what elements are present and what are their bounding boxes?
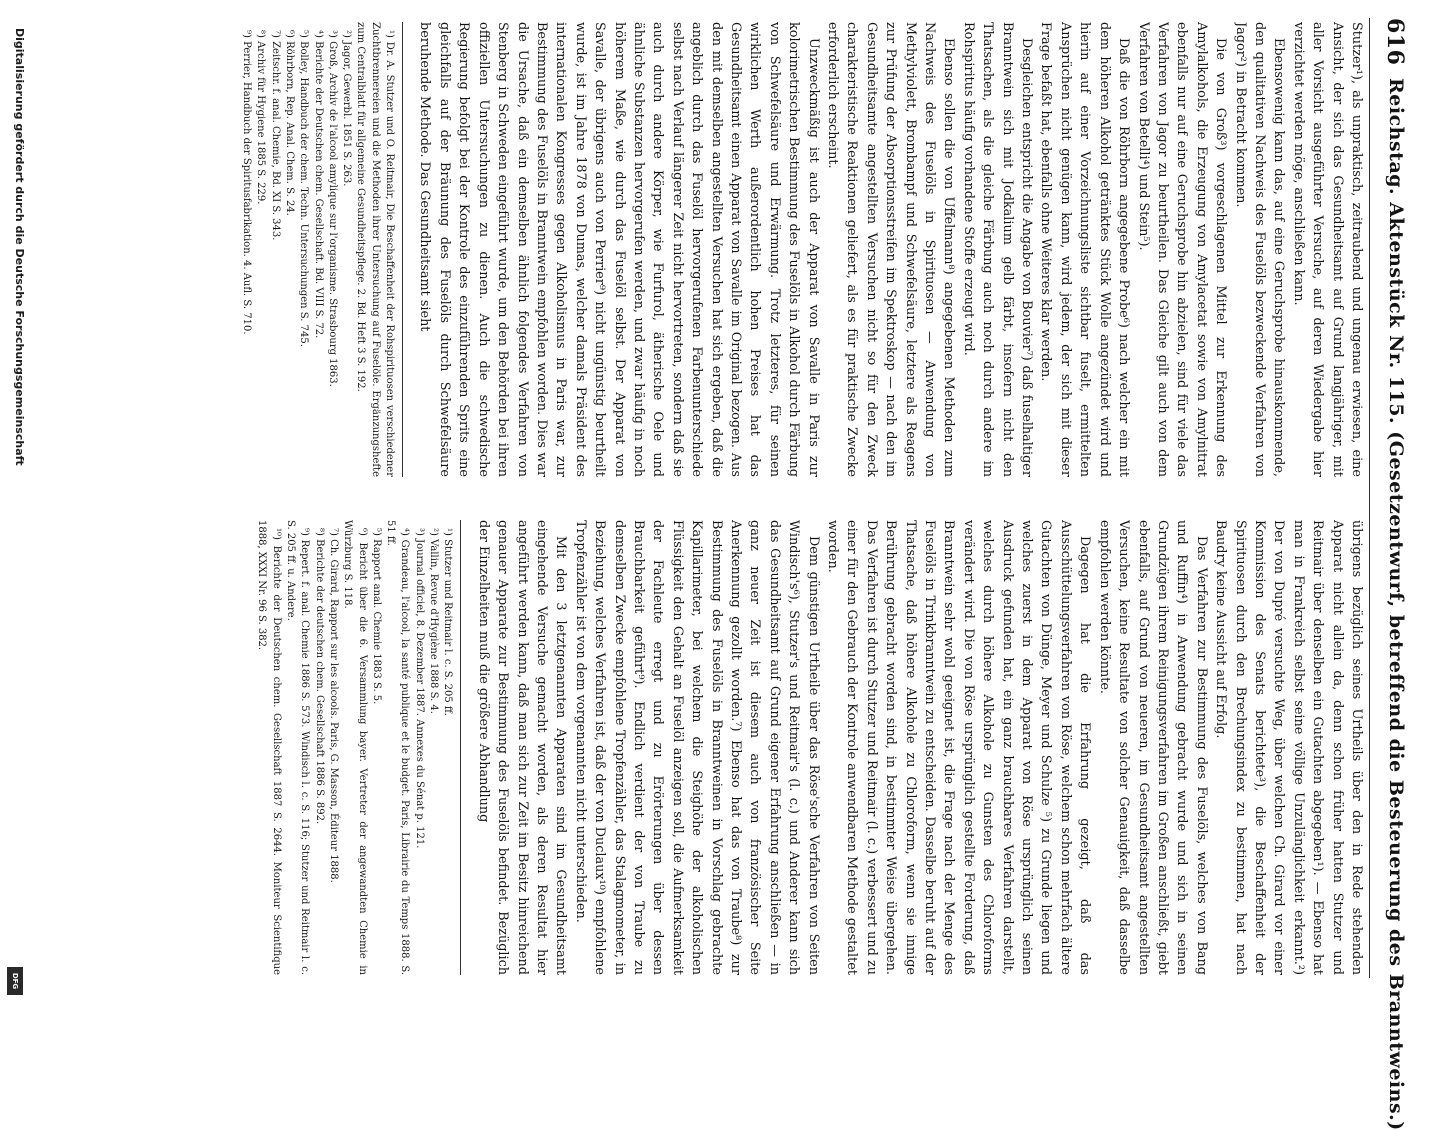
footnote-rule (460, 520, 461, 975)
footnote: ⁸) Berichte der deutschen chem. Gesellschaft 1886 S. 892. (313, 528, 325, 825)
footnote: ⁶) Röhrborn, Rep. Anal. Chem. S. 24. (284, 30, 296, 216)
paragraph: Daß die von Röhrborn angegebene Probe⁶) nach welcher ein mit dem höheren Alkohol getränktes Stück Wolle angezündet wird und hierin auf einer Vorzeichnungsliste sichtbar fuselt, ermittelten Ansprüchen nicht genügen kann, wird jedem, der sich mit dieser Frage befaßt hat, ebenfalls ohne Weiteres klar werden. (1038, 22, 1132, 477)
footnote-rule (402, 22, 403, 477)
digitization-credit: Digitalisierung gefördert durch die Deutsche Forschungsgemeinschaft (13, 28, 26, 466)
paragraph: Stutzer¹), als unpraktisch, zeitraubend und ungenau erwiesen, eine Ansicht, der sich das Gesundheitsamt auf Grund langjähriger, mit aller Vorsicht ausgeführter Versuche, auf deren Wiedergabe hier verzichtet werden möge, anschließen kann. (1290, 22, 1364, 477)
paragraph: Das Verfahren zur Bestimmung des Fuselöls, welches von Bang und Ruffin⁴) in Anwendung gebracht wurde und sich in seinen Grundzügen ihrem Reinigungsverfahren im Großen anschließt, giebt ebenfalls, auf Grund von neueren, im Gesundheitsamt angestellten Versuchen, keine Resultate von solcher Genauigkeit, daß dasselbe empfohlen werden könnte. (1096, 520, 1209, 975)
digitization-sidebar (6, 4, 24, 998)
footnote: ²) Jagor, Gewerbl. 1851 S. 263. (341, 30, 353, 187)
page-header (1374, 18, 1416, 1131)
page-header-title: Reichstag. Aktenstück Nr. 115. (Gesetzentwurf, betreffend die Besteuerung des Branntweins.) (1385, 78, 1407, 1131)
footnote: ⁴) Grandeau, l'alcool, la santé publique et le budget. Paris, Librairie du Temps 1888. S. 51 ff. (385, 520, 411, 975)
paragraph: übrigens bezüglich seines Urtheils über den in Rede stehenden Apparat nicht allein da, denn schon früher hatten Stutzer und Reitmair über denselben ein Gutachten abgegeben¹). — Ebenso hat man in Frankreich selbst seine völlige Unzulänglichkeit erkannt.²) Der von Dupré versuchte Weg, über welchen Ch. Girard vor einer Kommission des Senats berichtete³), die Beschaffenheit der Spirituosen durch den Brechungsindex zu bestimmen, hat nach Baudry keine Aussicht auf Erfolg. (1213, 520, 1364, 975)
paragraph: Ebenso sollen die von Uffelmann⁸) angegebenen Methoden zum Nachweis des Fuselöls in Spirituosen — Anwendung von Methylviolett, Brombampf und Schwefelsäure, letztere als Reagens zur Prüfung der Absorptionsstreifen im Spektroskop — nach den im Gesundheitsamte angestellten Versuchen nicht so für den Zweck charakteristische Reaktionen geliefert, als es für praktische Zwecke erforderlich erscheint. (825, 22, 957, 477)
footnote: ⁴) Berichte der Deutschen chem. Gesellschaft. Bd. VIII S. 72. (312, 30, 324, 339)
page-number: 616 (1382, 18, 1408, 66)
right-column (206, 520, 1366, 975)
paragraph: Die von Groß³) vorgeschlagenen Mittel zur Erkennung des Amylalkohols, die Erzeugung von Amylacetat sowie von Amylnitrat ebenfalls nur auf eine Geruchsprobe hin abzielen, sind für viele das Verfahren von Jagor zu beurtheilen. Das Gleiche gilt auch von dem Verfahren von Betelli⁴) und Stein⁵). (1135, 22, 1229, 477)
footnote: ¹) Dr. A. Stutzer und O. Reitmair, Die Beschaffenheit der Rohspirituosen verschiedener Zuchtbrennereien und die Methoden ihrer Untersuchung auf Fuselöle. Ergänzungshefte zum Centralblatt für allgemeine Gesundheitspflege. 2. Bd. Heft 3 S. 192. (355, 22, 396, 477)
paragraph: Ebensowenig kann das, auf eine Geruchsprobe hinauskommende, den qualitativen Nachweis des Fuselöls bezweckende Verfahren von Jagor²) in Betracht kommen. (1232, 22, 1287, 477)
paragraph: Dagegen hat die Erfahrung gezeigt, daß das Ausschüttelungsverfahren von Röse, welchem schon mehrfach ältere Gutachten von Dünge, Meyer und Schulze ⁵) zu Grunde liegen und welches zuerst in dem Apparat von Röse ursprünglich seinen Ausdruck gefunden hat, ein ganz brauchbares Verfahren darstellt, welches durch höhere Alkohole zu Gunsten des Chloroforms verändert wird. Die von Röse ursprünglich gestellte Forderung, daß Branntwein sehr wohl geeignet ist, die Frage nach der Menge des Fuselöls in Trinkbranntwein zu entscheiden. Dasselbe beruht auf der Thatsache, daß höhere Alkohole zu Chloroform, wenn sie innige Berührung gebracht worden sind, in bestimmter Weise übergehen. Das Verfahren ist durch Stutzer und Reitmair (l. c.) verbessert und zu einer für den Gebrauch der Kontrole anwendbaren Methode gestaltet worden. (825, 520, 1093, 975)
left-column (206, 22, 1366, 477)
paragraph: Desgleichen entspricht die Angabe von Bouvier⁷) daß fuselhaltiger Branntwein sich mit Jodkalium gelb färbt, insofern nicht den Thatsachen, als die gleiche Färbung auch noch durch andere im Rohspiritus häufig vorhandene Stoffe erzeugt wird. (960, 22, 1035, 477)
footnote: ³) Journal officiel, 8. Dezember 1887. Annexes du Sénat p. 121. (413, 528, 425, 849)
footnote: ⁷) Ch. Girard, Rapport sur les alcools. Paris, G. Masson, Éditeur 1888. (327, 528, 339, 883)
footnote: ⁵) Rapport anal. Chemie 1883 S. 5. (370, 528, 382, 705)
scanned-page (112, 0, 1432, 1131)
footnote: ⁶) Bericht über die 6. Versammlung bayer. Vertreter der angewandten Chemie in Würzburg S. 118. (342, 520, 368, 975)
footnote: ¹) Stutzer und Reitmair l. c. S. 205 ff. (442, 528, 454, 716)
header-rule (1369, 18, 1370, 978)
footnote: ¹⁰) Berichte der Deutschen chem. Gesellschaft 1887 S. 2644. Moniteur Scientifique 1888, XXXI Nr. 96 S. 382. (256, 520, 282, 975)
footnote: ⁹) Repert. f. anal. Chemie 1886 S. 573. Windisch l. c. S. 116; Stutzer und Reitmair l. c. S. 205 ff. u. Andere. (285, 520, 311, 975)
footnote: ²) Vallin, Revue d'Hygiène 1888 S. 4. (428, 528, 440, 714)
paragraph: Dem günstigen Urtheile über das Röse'sche Verfahren von Seiten Windisch's⁶), Stutzer's und Reitmair's (l. c.) und Anderer kann sich das Gesundheitsamt auf Grund eigener Erfahrung anschließen — in ganz neuer Zeit ist diesem auch von französischer Seite Anerkennung gezollt worden.⁷) Ebenso hat das von Traube⁸) zur Bestimmung des Fuselöls in Branntweinen in Vorschlag gebrachte Kapillarimeter, bei welchem die Steighöhe der alkoholischen Flüssigkeit den Gehalt an Fuselöl anzeigen soll, die Aufmerksamkeit der Fachleute erregt und zu Erörterungen über dessen Brauchbarkeit geführt⁹). Endlich verdient der von Traube zu demselben Zwecke empfohlene Tropfenzähler, das Stalagmometer, in Beziehung, welches Verfahren ist, daß der von Duclaux¹⁰) empfohlene Tropfenzähler ist von dem vorgenannten nicht unterschieden. (572, 520, 821, 975)
paragraph: Unzweckmäßig ist auch der Apparat von Savalle in Paris zur kolorimetrischen Bestimmung des Fuselöls in Alkohol durch Färbung von Schwefelsäure und Erwärmung. Trotz letzteres, für seinen wirklichen Werth außerordentlich hohen Preises hat das Gesundheitsamt einen Apparat von Savalle im Original bezogen. Aus den mit demselben angestellten Versuchen hat sich ergeben, daß die angeblich durch das Fuselöl hervorgerufenen Farbenunterschiede selbst nach Verlauf längerer Zeit nicht hervortreten, sondern daß sie auch durch andere Körper, wie Furfurol, ätherische Oele und ähnliche Substanzen hervorgerufen werden, und zwar häufig in noch höherem Maße, wie durch das Fuselöl selbst. Der Apparat von Savalle, der übrigens auch von Perrier⁹) nicht ungünstig beurtheilt wurde, ist im Jahre 1878 von Dumas, welcher damals Präsident des internationalen Kongresses gegen Alkoholismus in Paris war, zur Bestimmung des Fuselöls in Branntwein empfohlen worden. Dies war die Ursache, daß ein demselben ähnlich folgendes Verfahren von Stenberg in Schweden eingeführt wurde, um den Behörden bei ihren offiziellen Untersuchungen zu dienen. Auch die schwedische Regierung befolgt bei der Kontrole des einzuführenden Sprits eine gleichfalls auf der Bräunung des Fuselöls durch Schwefelsäure beruhende Methode. Das Gesundheitsamt sieht (417, 22, 821, 477)
dfg-logo-label: DFG (11, 972, 19, 990)
footnote: ⁹) Perrier, Handbuch der Spiritusfabrikation. 4. Aufl. S. 710. (241, 30, 253, 335)
footnote: ⁸) Archiv für Hygiene 1885 S. 229. (255, 30, 267, 205)
footnote: ³) Groß, Archiv de l'alcool amylique sur l'organisme. Strasbourg 1863. (326, 30, 338, 387)
dfg-logo (7, 967, 23, 995)
paragraph: Mit den 3 letztgenannten Apparaten sind im Gesundheitsamt eingehende Versuche gemacht worden, als deren Resultat hier angeführt werden kann, daß man sich zur Zeit im Besitz hinreichend genauer Apparate zur Bestimmung des Fuselöls befindet. Bezüglich der Einzelheiten muß die größere Abhandlung (475, 520, 569, 975)
footnote: ⁵) Bolley, Handbuch der chem. Techn. Untersuchungen S. 745. (298, 30, 310, 347)
footnote: ⁷) Zeitschr. f. anal. Chemie, Bd. XI S. 343. (269, 30, 281, 241)
